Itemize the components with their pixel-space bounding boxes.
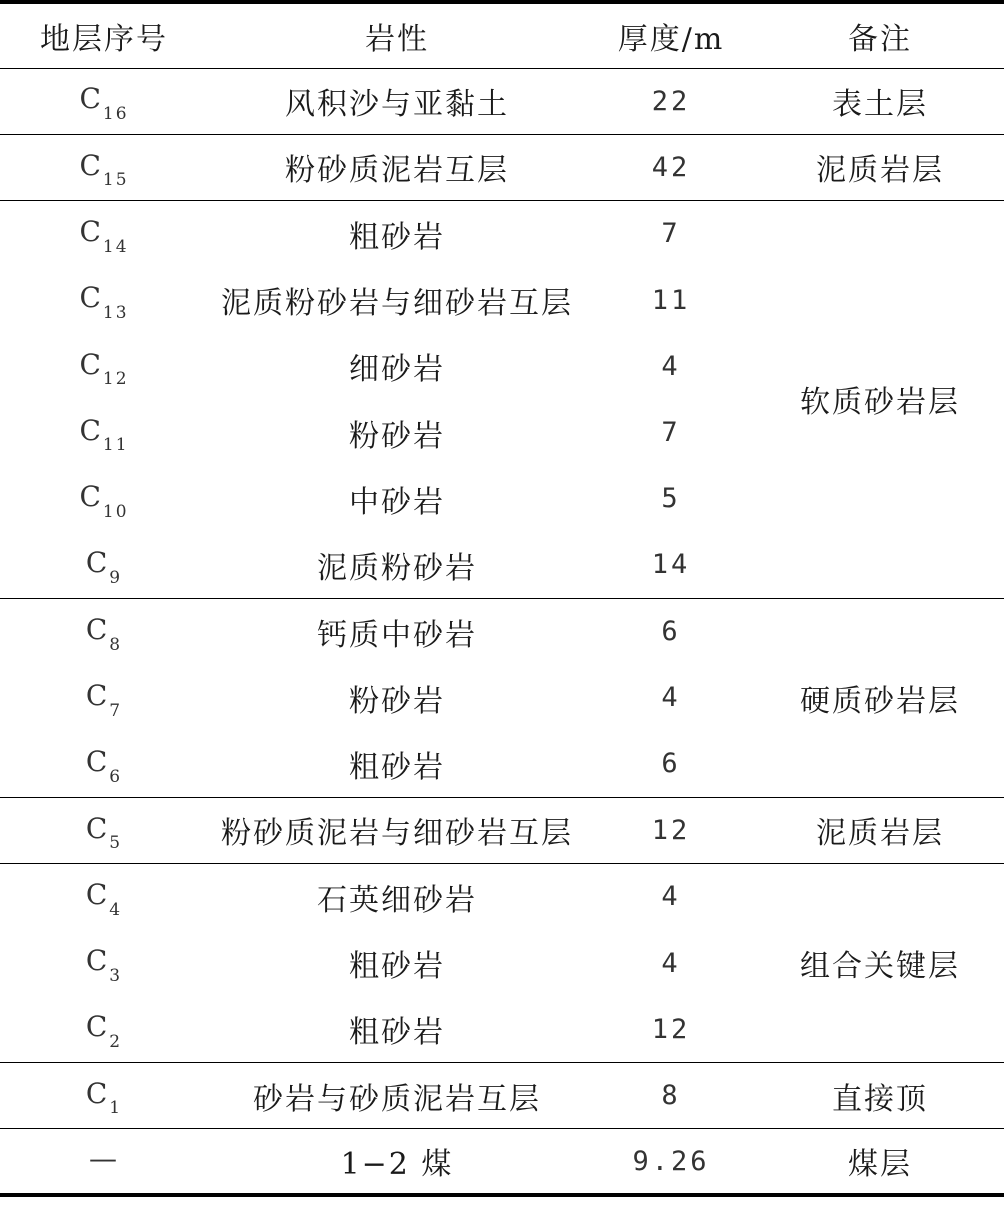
- remark-cell: 泥质岩层: [756, 134, 1004, 200]
- lithology-cell: 钙质中砂岩: [317, 617, 477, 653]
- lithology-cell: 细砂岩: [349, 352, 445, 388]
- thickness-cell: 4: [661, 881, 681, 913]
- layer-code: $C_{12}$: [79, 347, 129, 390]
- remark-cell: 组合关键层: [756, 864, 1004, 1063]
- thickness-cell: 12: [586, 797, 756, 863]
- layer-code: $C_{16}$: [0, 68, 208, 134]
- table-row: [0, 598, 1004, 664]
- thickness-cell: 14: [586, 532, 756, 598]
- lithology-cell: 泥质粉砂岩与细砂岩互层: [221, 286, 573, 322]
- lithology-cell: 粉砂质泥岩互层: [208, 134, 586, 200]
- layer-code: $C_8$: [85, 612, 123, 655]
- layer-code: $C_{10}$: [79, 480, 129, 522]
- layer-code: —: [0, 1129, 208, 1195]
- layer-code: $C_7$: [85, 679, 123, 721]
- thickness-cell: 8: [586, 1062, 756, 1128]
- layer-code: $C_5$: [0, 797, 208, 863]
- thickness-cell: 11: [651, 284, 691, 316]
- thickness-cell: 4: [661, 947, 681, 979]
- header-remark: 备注: [756, 2, 1004, 68]
- lithology-cell: 粗砂岩: [349, 219, 445, 255]
- table-row: [0, 1129, 1004, 1195]
- thickness-cell: 12: [586, 996, 756, 1062]
- table-row: [0, 68, 1004, 134]
- lithology-cell: 粉砂岩: [349, 683, 445, 719]
- layer-code: $C_3$: [85, 944, 123, 986]
- header-lithology: 岩性: [208, 2, 586, 68]
- lithology-cell: 粗砂岩: [208, 996, 586, 1062]
- layer-code: $C_{14}$: [79, 215, 129, 257]
- lithology-cell: 泥质粉砂岩: [208, 532, 586, 598]
- table-header: [0, 2, 1004, 68]
- remark-cell: 煤层: [756, 1129, 1004, 1195]
- lithology-cell: 粗砂岩: [349, 949, 445, 984]
- thickness-cell: 22: [586, 68, 756, 134]
- header-thickness: 厚度/m: [586, 2, 756, 68]
- layer-code: $C_{11}$: [79, 413, 129, 456]
- table-row: [0, 864, 1004, 930]
- layer-code: $C_{15}$: [0, 134, 208, 200]
- layer-code: $C_9$: [0, 532, 208, 598]
- layer-code: $C_1$: [0, 1062, 208, 1128]
- header-row: [0, 2, 1004, 68]
- table-body: [0, 68, 1004, 1195]
- thickness-cell: 6: [586, 731, 756, 797]
- thickness-cell: 5: [661, 483, 681, 515]
- table-row: [0, 797, 1004, 863]
- remark-cell: 软质砂岩层: [756, 201, 1004, 599]
- table-row: [0, 1062, 1004, 1128]
- remark-cell: 直接顶: [756, 1062, 1004, 1128]
- lithology-cell: 粗砂岩: [208, 731, 586, 797]
- remark-cell: 表土层: [756, 68, 1004, 134]
- lithology-cell: 风积沙与亚黏土: [208, 68, 586, 134]
- lithology-cell: 石英细砂岩: [317, 882, 477, 918]
- table-row: [0, 134, 1004, 200]
- header-code: 地层序号: [0, 2, 208, 68]
- layer-code: $C_4$: [85, 878, 123, 920]
- thickness-cell: 7: [661, 218, 681, 250]
- lithology-cell: 1−2 煤: [208, 1129, 586, 1195]
- thickness-cell: 42: [586, 134, 756, 200]
- lithology-cell: 粉砂岩: [349, 418, 445, 454]
- remark-cell: 泥质岩层: [756, 797, 1004, 863]
- remark-cell: 硬质砂岩层: [756, 598, 1004, 797]
- lithology-cell: 砂岩与砂质泥岩互层: [208, 1062, 586, 1128]
- lithology-cell: 粉砂质泥岩与细砂岩互层: [208, 797, 586, 863]
- layer-code: $C_2$: [0, 996, 208, 1062]
- layer-code: $C_6$: [0, 731, 208, 797]
- layer-code: $C_{13}$: [79, 281, 129, 323]
- table-row: [0, 201, 1004, 267]
- thickness-cell: 4: [661, 682, 681, 714]
- thickness-cell: 9.26: [586, 1129, 756, 1195]
- thickness-cell: 6: [661, 616, 681, 648]
- thickness-cell: 4: [661, 350, 681, 382]
- thickness-cell: 7: [661, 417, 681, 449]
- lithology-cell: 中砂岩: [349, 484, 445, 520]
